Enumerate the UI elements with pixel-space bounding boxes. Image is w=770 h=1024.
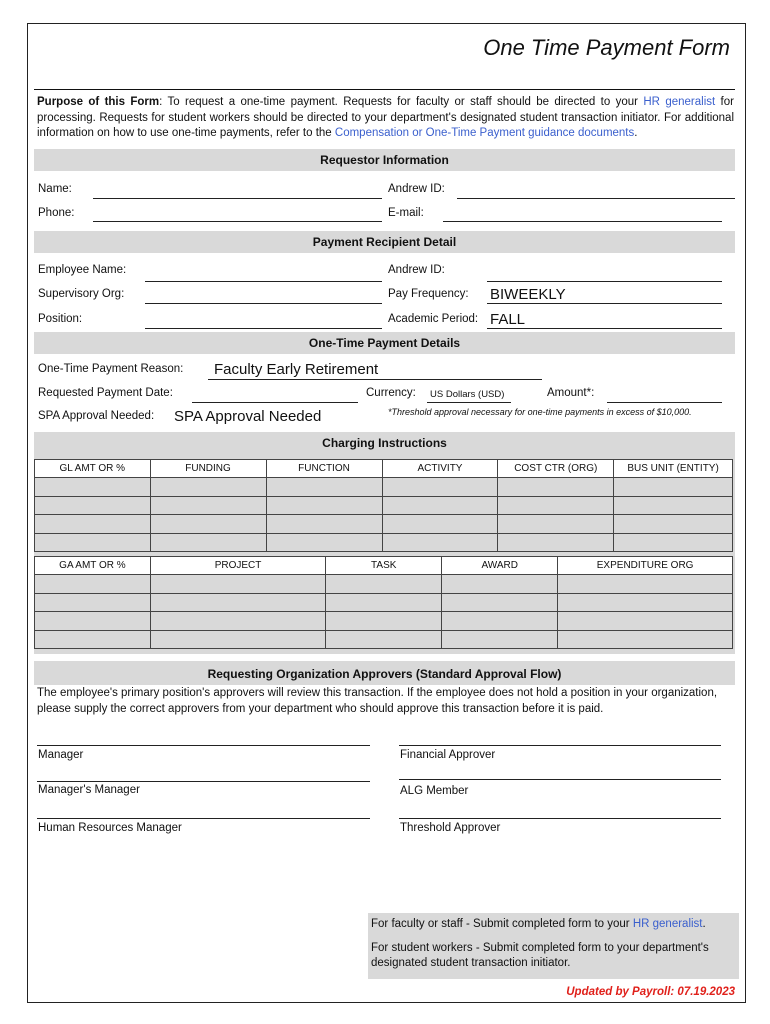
currency-value[interactable]: US Dollars (USD) — [430, 389, 505, 400]
academic-period-field — [487, 328, 722, 329]
requestor-email-field[interactable] — [443, 221, 722, 222]
hr-manager-label: Human Resources Manager — [38, 822, 182, 834]
threshold-note: *Threshold approval necessary for one-time payments in excess of $10,000. — [388, 407, 692, 417]
purpose-text-2: for processing. Requests for student workers should be directed to your department's designated student transaction initiator. For additional information on how to use one-time payments, refer to the — [37, 96, 734, 139]
reason-value[interactable]: Faculty Early Retirement — [214, 361, 379, 378]
financial-approver-label: Financial Approver — [400, 749, 496, 761]
ga-cell[interactable] — [442, 593, 558, 612]
amount-label: Amount*: — [547, 387, 595, 399]
table-row — [35, 496, 733, 515]
gl-cell[interactable] — [498, 515, 614, 534]
ga-cell[interactable] — [558, 612, 733, 631]
requestor-phone-field[interactable] — [93, 221, 382, 222]
gl-cell[interactable] — [266, 478, 382, 497]
ga-cell[interactable] — [442, 575, 558, 594]
gl-cell[interactable] — [35, 533, 151, 552]
ga-cell[interactable] — [35, 612, 151, 631]
reason-field — [208, 379, 542, 380]
purpose-paragraph — [37, 95, 734, 142]
gl-cell[interactable] — [266, 496, 382, 515]
title-divider — [34, 89, 735, 90]
approvers-description: The employee's primary position's approvers will review this transaction. If the employee does not hold a position in your organization, please supply the correct approvers from your department who should approve this transaction before it is paid. — [37, 687, 718, 715]
requestor-andrew-field[interactable] — [457, 198, 735, 199]
faculty-submit-line — [371, 917, 739, 932]
spa-label: SPA Approval Needed: — [38, 410, 155, 422]
manager-signature-line[interactable] — [37, 745, 370, 746]
ga-cell[interactable] — [150, 575, 325, 594]
purpose-text-1: : To request a one-time payment. Requests for faculty or staff should be directed to your — [159, 96, 644, 108]
gl-cell[interactable] — [150, 496, 266, 515]
spa-value[interactable]: SPA Approval Needed — [174, 408, 322, 425]
recipient-andrew-label: Andrew ID: — [388, 264, 445, 276]
ga-col-header: PROJECT — [150, 557, 325, 575]
ga-cell[interactable] — [558, 630, 733, 649]
threshold-approver-label: Threshold Approver — [400, 822, 501, 834]
gl-cell[interactable] — [266, 533, 382, 552]
ga-cell[interactable] — [35, 630, 151, 649]
ga-col-header: GA AMT OR % — [35, 557, 151, 575]
gl-col-header: COST CTR (ORG) — [498, 460, 614, 478]
pay-frequency-label: Pay Frequency: — [388, 288, 469, 300]
gl-cell[interactable] — [150, 533, 266, 552]
supervisory-org-label: Supervisory Org: — [38, 288, 125, 300]
gl-cell[interactable] — [614, 515, 733, 534]
gl-cell[interactable] — [150, 478, 266, 497]
recipient-andrew-field[interactable] — [487, 281, 722, 282]
reason-label: One-Time Payment Reason: — [38, 363, 184, 375]
payment-date-field[interactable] — [192, 402, 358, 403]
gl-cell[interactable] — [614, 533, 733, 552]
requestor-andrew-label: Andrew ID: — [388, 183, 445, 195]
table-row — [35, 478, 733, 497]
student-submit-text: For student workers - Submit completed form to your department's designated student transaction initiator. — [371, 942, 709, 969]
employee-name-field[interactable] — [145, 281, 382, 282]
faculty-submit-end: . — [702, 918, 706, 930]
ga-col-header: EXPENDITURE ORG — [558, 557, 733, 575]
approvers-header: Requesting Organization Approvers (Standard Approval Flow) — [34, 661, 735, 685]
table-row — [35, 533, 733, 552]
ga-col-header: TASK — [326, 557, 442, 575]
ga-cell[interactable] — [442, 630, 558, 649]
supervisory-org-field[interactable] — [145, 303, 382, 304]
amount-field[interactable] — [607, 402, 722, 403]
form-title: One Time Payment Form — [483, 35, 730, 60]
gl-cell[interactable] — [498, 478, 614, 497]
gl-col-header: FUNDING — [150, 460, 266, 478]
ga-table — [34, 556, 733, 649]
academic-period-value[interactable]: FALL — [490, 311, 526, 328]
ga-cell[interactable] — [35, 575, 151, 594]
purpose-text-3: . — [634, 127, 638, 139]
table-row — [35, 575, 733, 594]
pay-frequency-value[interactable]: BIWEEKLY — [490, 286, 566, 303]
threshold-approver-signature-line[interactable] — [399, 818, 721, 819]
manager-label: Manager — [38, 749, 84, 761]
gl-cell[interactable] — [614, 496, 733, 515]
table-row — [35, 593, 733, 612]
academic-period-label: Academic Period: — [388, 313, 479, 325]
gl-cell[interactable] — [150, 515, 266, 534]
gl-cell[interactable] — [498, 496, 614, 515]
currency-label: Currency: — [366, 387, 416, 399]
ga-cell[interactable] — [150, 593, 325, 612]
gl-cell[interactable] — [266, 515, 382, 534]
requestor-name-field[interactable] — [93, 198, 382, 199]
ga-cell[interactable] — [150, 630, 325, 649]
gl-cell[interactable] — [498, 533, 614, 552]
recipient-header: Payment Recipient Detail — [34, 231, 735, 253]
ga-cell[interactable] — [326, 612, 442, 631]
hr-generalist-link[interactable]: HR generalist — [643, 96, 716, 108]
requestor-phone-label: Phone: — [38, 207, 75, 219]
requestor-email-label: E-mail: — [388, 207, 424, 219]
table-row — [35, 515, 733, 534]
ga-header-row — [35, 557, 733, 575]
gl-cell[interactable] — [382, 496, 498, 515]
charging-header: Charging Instructions — [34, 432, 735, 454]
updated-by-payroll: Updated by Payroll: 07.19.2023 — [566, 986, 735, 998]
managers-manager-label: Manager's Manager — [38, 784, 140, 796]
gl-cell[interactable] — [382, 515, 498, 534]
gl-cell[interactable] — [35, 478, 151, 497]
position-label: Position: — [38, 313, 83, 325]
employee-name-label: Employee Name: — [38, 264, 127, 276]
position-field[interactable] — [145, 328, 382, 329]
gl-col-header: FUNCTION — [266, 460, 382, 478]
ga-cell[interactable] — [326, 630, 442, 649]
gl-header-row — [35, 460, 733, 478]
gl-table — [34, 459, 733, 552]
details-header: One-Time Payment Details — [34, 332, 735, 354]
requestor-header: Requestor Information — [34, 149, 735, 171]
gl-col-header: BUS UNIT (ENTITY) — [614, 460, 733, 478]
purpose-lead: Purpose of this Form — [37, 96, 160, 108]
gl-col-header: ACTIVITY — [382, 460, 498, 478]
submit-instructions — [368, 913, 739, 979]
gl-col-header: GL AMT OR % — [35, 460, 151, 478]
ga-cell[interactable] — [35, 593, 151, 612]
hr-manager-signature-line[interactable] — [37, 818, 370, 819]
ga-col-header: AWARD — [442, 557, 558, 575]
managers-manager-signature-line[interactable] — [37, 781, 370, 782]
ga-cell[interactable] — [326, 593, 442, 612]
gl-cell[interactable] — [382, 478, 498, 497]
faculty-submit-text: For faculty or staff - Submit completed form to your — [371, 918, 633, 930]
alg-member-signature-line[interactable] — [399, 779, 721, 780]
ga-cell[interactable] — [442, 612, 558, 631]
submit-hr-generalist-link[interactable]: HR generalist — [632, 918, 703, 930]
guidance-documents-link[interactable]: Compensation or One-Time Payment guidance documents — [334, 127, 635, 139]
gl-cell[interactable] — [35, 496, 151, 515]
ga-cell[interactable] — [558, 575, 733, 594]
alg-member-label: ALG Member — [400, 785, 469, 797]
gl-cell[interactable] — [35, 515, 151, 534]
currency-field — [427, 402, 511, 403]
table-row — [35, 612, 733, 631]
ga-cell[interactable] — [326, 575, 442, 594]
gl-cell[interactable] — [382, 533, 498, 552]
ga-cell[interactable] — [150, 612, 325, 631]
payment-date-label: Requested Payment Date: — [38, 387, 173, 399]
requestor-name-label: Name: — [38, 183, 72, 195]
pay-frequency-field — [487, 303, 722, 304]
ga-cell[interactable] — [558, 593, 733, 612]
financial-approver-signature-line[interactable] — [399, 745, 721, 746]
gl-cell[interactable] — [614, 478, 733, 497]
table-row — [35, 630, 733, 649]
